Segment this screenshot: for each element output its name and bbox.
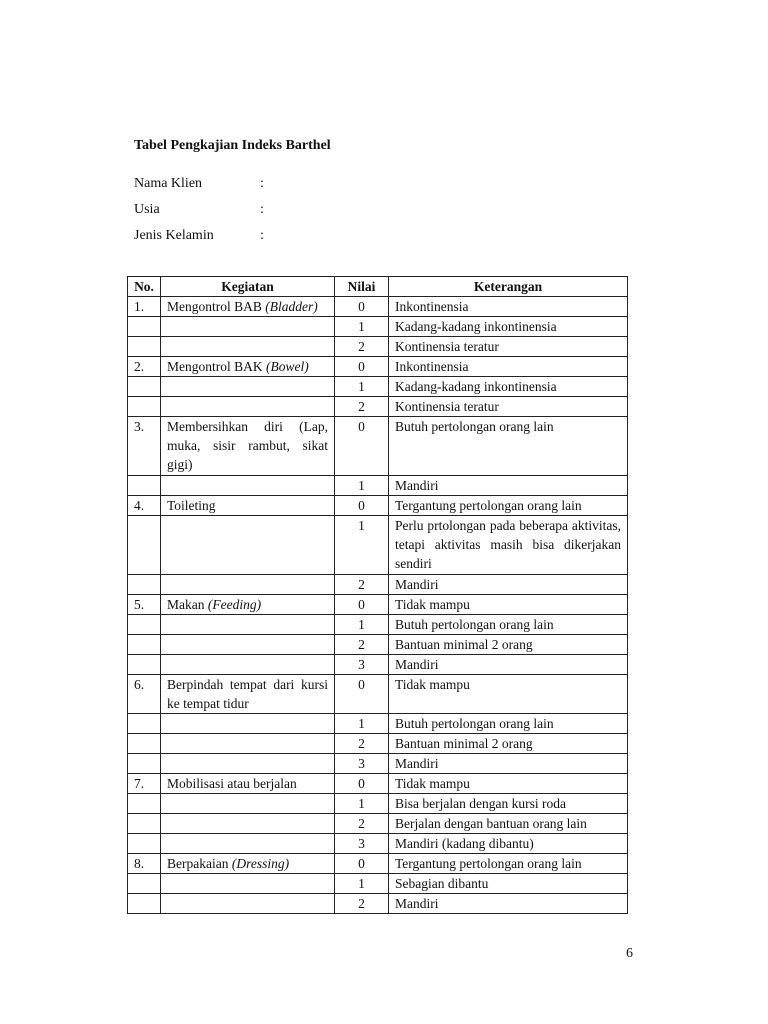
cell-kegiatan	[161, 774, 335, 794]
cell-nilai: 2	[335, 337, 389, 357]
table-row	[128, 397, 628, 417]
table-row	[128, 337, 628, 357]
cell-kegiatan	[161, 814, 335, 834]
cell-kegiatan	[161, 297, 335, 317]
kegiatan-text: Mengontrol BAK	[167, 359, 266, 374]
cell-keterangan: Bisa berjalan dengan kursi roda	[389, 794, 628, 814]
table-row	[128, 734, 628, 754]
header-nilai: Nilai	[335, 277, 389, 297]
table-row	[128, 854, 628, 874]
cell-no: 8.	[128, 854, 161, 874]
cell-keterangan: Mandiri	[389, 575, 628, 595]
cell-no: 2.	[128, 357, 161, 377]
cell-kegiatan	[161, 417, 335, 476]
table-row	[128, 595, 628, 615]
cell-kegiatan	[161, 516, 335, 575]
kegiatan-text: Makan	[167, 597, 208, 612]
cell-nilai: 1	[335, 874, 389, 894]
cell-no: 7.	[128, 774, 161, 794]
field-nama-klien	[134, 176, 264, 192]
cell-kegiatan	[161, 337, 335, 357]
cell-kegiatan	[161, 357, 335, 377]
table-row	[128, 814, 628, 834]
table-row	[128, 754, 628, 774]
cell-nilai: 2	[335, 635, 389, 655]
cell-nilai: 3	[335, 655, 389, 675]
cell-kegiatan	[161, 635, 335, 655]
cell-nilai: 0	[335, 357, 389, 377]
cell-keterangan: Butuh pertolongan orang lain	[389, 615, 628, 635]
cell-kegiatan	[161, 675, 335, 714]
cell-no	[128, 794, 161, 814]
cell-kegiatan	[161, 874, 335, 894]
cell-no: 4.	[128, 496, 161, 516]
kegiatan-english-term: (Bowel)	[266, 359, 309, 374]
cell-keterangan: Mandiri	[389, 894, 628, 914]
cell-nilai: 2	[335, 734, 389, 754]
cell-no	[128, 337, 161, 357]
cell-nilai: 3	[335, 834, 389, 854]
cell-nilai: 3	[335, 754, 389, 774]
cell-nilai: 0	[335, 496, 389, 516]
cell-keterangan: Bantuan minimal 2 orang	[389, 734, 628, 754]
cell-kegiatan	[161, 734, 335, 754]
cell-no	[128, 734, 161, 754]
table-row	[128, 357, 628, 377]
kegiatan-text: Membersihkan diri (Lap, muka, sisir rambut, sikat gigi)	[167, 419, 328, 472]
table-row	[128, 317, 628, 337]
cell-no	[128, 754, 161, 774]
kegiatan-text: Mengontrol BAB	[167, 299, 266, 314]
field-usia	[134, 202, 264, 218]
cell-no	[128, 615, 161, 635]
cell-kegiatan	[161, 655, 335, 675]
table-row	[128, 655, 628, 675]
cell-nilai: 2	[335, 397, 389, 417]
cell-no	[128, 655, 161, 675]
cell-nilai: 0	[335, 595, 389, 615]
cell-kegiatan	[161, 575, 335, 595]
cell-keterangan: Butuh pertolongan orang lain	[389, 714, 628, 734]
cell-nilai: 0	[335, 675, 389, 714]
cell-keterangan: Mandiri (kadang dibantu)	[389, 834, 628, 854]
cell-keterangan: Kontinensia teratur	[389, 337, 628, 357]
kegiatan-english-term: (Dressing)	[231, 856, 290, 871]
table-row	[128, 297, 628, 317]
table-row	[128, 575, 628, 595]
cell-kegiatan	[161, 894, 335, 914]
cell-kegiatan	[161, 794, 335, 814]
cell-no: 1.	[128, 297, 161, 317]
cell-no	[128, 377, 161, 397]
field-colon: :	[260, 228, 264, 243]
cell-keterangan: Kadang-kadang inkontinensia	[389, 377, 628, 397]
cell-no	[128, 834, 161, 854]
cell-no: 6.	[128, 675, 161, 714]
table-row	[128, 417, 628, 476]
table-header-row	[128, 277, 628, 297]
cell-no	[128, 575, 161, 595]
cell-nilai: 0	[335, 774, 389, 794]
cell-keterangan: Berjalan dengan bantuan orang lain	[389, 814, 628, 834]
cell-keterangan: Tergantung pertolongan orang lain	[389, 854, 628, 874]
table-row	[128, 834, 628, 854]
cell-keterangan: Tergantung pertolongan orang lain	[389, 496, 628, 516]
cell-keterangan: Tidak mampu	[389, 675, 628, 714]
kegiatan-english-term: (Feeding)	[207, 597, 262, 612]
cell-no	[128, 516, 161, 575]
kegiatan-text: Berpakaian	[167, 856, 232, 871]
cell-kegiatan	[161, 754, 335, 774]
field-colon: :	[260, 176, 264, 191]
cell-kegiatan	[161, 496, 335, 516]
cell-keterangan: Inkontinensia	[389, 297, 628, 317]
cell-keterangan: Tidak mampu	[389, 774, 628, 794]
table-row	[128, 675, 628, 714]
field-label: Nama Klien	[134, 176, 203, 191]
table-row	[128, 714, 628, 734]
cell-keterangan: Mandiri	[389, 476, 628, 496]
cell-no	[128, 714, 161, 734]
cell-nilai: 2	[335, 575, 389, 595]
kegiatan-text: Berpindah tempat dari kursi ke tempat tidur	[167, 677, 328, 711]
cell-no: 3.	[128, 417, 161, 476]
cell-keterangan: Inkontinensia	[389, 357, 628, 377]
cell-no: 5.	[128, 595, 161, 615]
cell-nilai: 1	[335, 476, 389, 496]
field-label: Jenis Kelamin	[134, 228, 214, 243]
kegiatan-english-term: (Bladder)	[265, 299, 318, 314]
cell-nilai: 1	[335, 377, 389, 397]
kegiatan-text: Mobilisasi atau berjalan	[167, 776, 297, 791]
cell-keterangan: Kontinensia teratur	[389, 397, 628, 417]
field-label: Usia	[134, 202, 160, 217]
cell-nilai: 1	[335, 516, 389, 575]
cell-no	[128, 894, 161, 914]
cell-no	[128, 317, 161, 337]
cell-no	[128, 397, 161, 417]
cell-nilai: 0	[335, 297, 389, 317]
cell-keterangan: Bantuan minimal 2 orang	[389, 635, 628, 655]
page-number: 6	[626, 946, 633, 961]
cell-kegiatan	[161, 397, 335, 417]
cell-keterangan: Perlu prtolongan pada beberapa aktivitas, tetapi aktivitas masih bisa dikerjakan sendiri	[389, 516, 628, 575]
cell-keterangan: Tidak mampu	[389, 595, 628, 615]
cell-keterangan: Sebagian dibantu	[389, 874, 628, 894]
table-row	[128, 615, 628, 635]
cell-kegiatan	[161, 615, 335, 635]
cell-nilai: 2	[335, 894, 389, 914]
cell-nilai: 1	[335, 615, 389, 635]
cell-kegiatan	[161, 317, 335, 337]
table-row	[128, 496, 628, 516]
cell-keterangan: Mandiri	[389, 655, 628, 675]
cell-kegiatan	[161, 377, 335, 397]
cell-nilai: 1	[335, 714, 389, 734]
table-row	[128, 894, 628, 914]
cell-kegiatan	[161, 834, 335, 854]
cell-kegiatan	[161, 714, 335, 734]
header-no: No.	[128, 277, 161, 297]
cell-keterangan: Kadang-kadang inkontinensia	[389, 317, 628, 337]
cell-no	[128, 874, 161, 894]
table-row	[128, 874, 628, 894]
table-row	[128, 516, 628, 575]
header-keterangan: Keterangan	[389, 277, 628, 297]
barthel-index-table	[127, 276, 628, 914]
cell-kegiatan	[161, 476, 335, 496]
cell-kegiatan	[161, 854, 335, 874]
cell-no	[128, 635, 161, 655]
table-row	[128, 377, 628, 397]
field-colon: :	[260, 202, 264, 217]
cell-nilai: 1	[335, 794, 389, 814]
kegiatan-text: Toileting	[167, 498, 216, 513]
cell-no	[128, 814, 161, 834]
table-row	[128, 476, 628, 496]
cell-kegiatan	[161, 595, 335, 615]
cell-nilai: 0	[335, 854, 389, 874]
cell-no	[128, 476, 161, 496]
cell-keterangan: Mandiri	[389, 754, 628, 774]
field-jenis-kelamin	[134, 228, 264, 244]
table-row	[128, 794, 628, 814]
cell-nilai: 1	[335, 317, 389, 337]
table-body	[128, 297, 628, 914]
cell-keterangan: Butuh pertolongan orang lain	[389, 417, 628, 476]
header-kegiatan: Kegiatan	[161, 277, 335, 297]
document-title: Tabel Pengkajian Indeks Barthel	[134, 138, 331, 153]
cell-nilai: 2	[335, 814, 389, 834]
table-row	[128, 635, 628, 655]
table-row	[128, 774, 628, 794]
cell-nilai: 0	[335, 417, 389, 476]
